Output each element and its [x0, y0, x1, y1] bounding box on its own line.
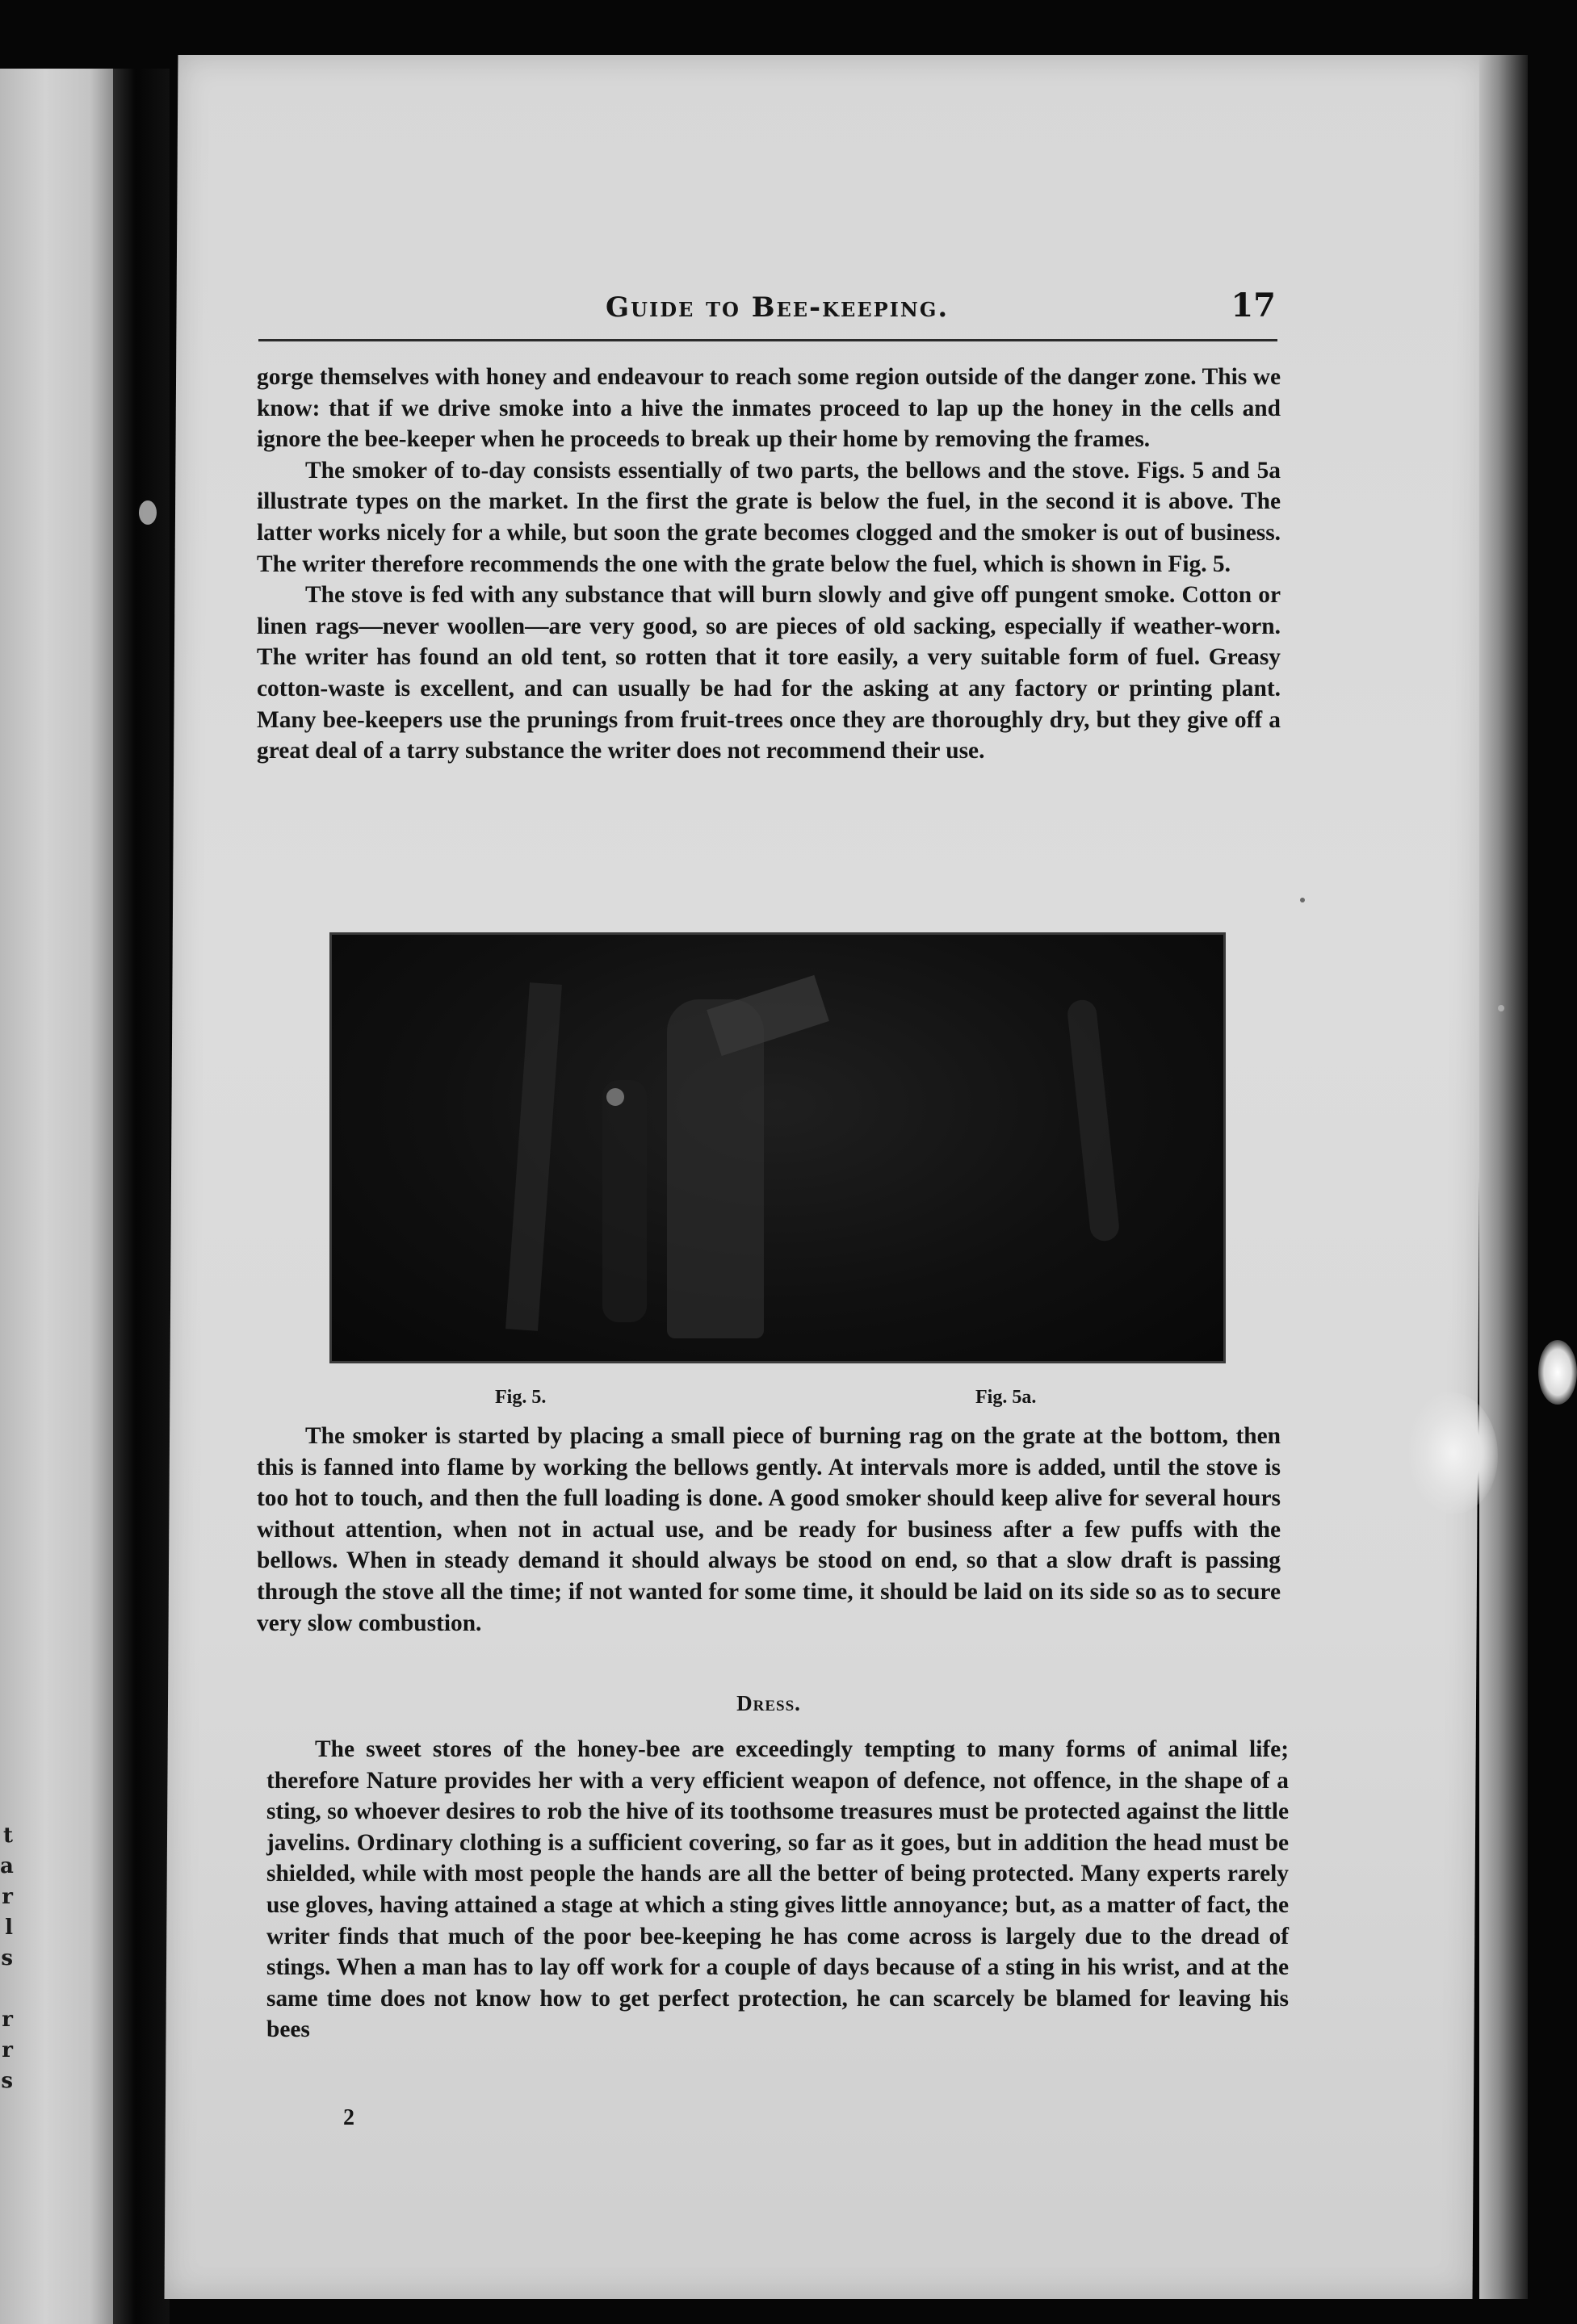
left-letter: s — [1, 2069, 13, 2093]
photo-highlight — [606, 1088, 624, 1106]
paragraph: The stove is fed with any substance that will burn slowly and give off pungent smoke. Cotton or linen rags—never woollen—are very good, so are pieces of old sacking, especially if weather-worn. The writer has found an old tent, so rotten that it tore easily, a very suitable form of fuel. Greasy cotton-waste is excellent, and can usually be had for the asking at any factory or printing plant. Many bee-keepers use the prunings from fruit-trees once they are thoroughly dry, but they give off a great deal of a tarry substance the writer does not recommend their use. — [257, 582, 1281, 764]
caption-fig-5: Fig. 5. — [495, 1387, 547, 1408]
paragraph: The sweet stores of the honey-bee are exceedingly tempting to many forms of animal life; therefore Nature provides her with a very efficient weapon of defence, not offence, in the shape of a sting, so whoever desires to rob the hive of its toothsome treasures must be protected against the little javelins. Ordinary clothing is a sufficient covering, so far as it goes, but in addition the head must be shielded, while with most people the hands are all the better of being protected. Many experts rarely use gloves, having attained a stage at which a sting gives little annoyance; but, as a matter of fact, the writer finds that much of the poor bee-keeping he has come across is largely due to the dread of stings. When a man has to lay off work for a couple of days because of a sting in his wrist, and at the same time does not know how to get perfect protection, he can scarcely be blamed for leaving his bees — [266, 1736, 1289, 2043]
body-text-bottom — [266, 1734, 1289, 2046]
second-smoker-shape — [1066, 999, 1120, 1242]
bellows-shape — [602, 1080, 647, 1322]
smoker-spout-shape — [707, 975, 829, 1056]
paper-speck — [1498, 1005, 1504, 1011]
page-number: 17 — [1231, 287, 1276, 325]
body-text-top — [257, 362, 1281, 767]
left-letter: t — [2, 1824, 13, 1848]
section-heading: Dress. — [736, 1691, 801, 1715]
paragraph: The smoker of to-day consists essentially of two parts, the bellows and the stove. Figs. 5 and 5a illustrate types on the market. In the first the grate is below the fuel, in the second it is above. The latter works nicely for a while, but soon the grate becomes clogged and the smoker is out of business. The writer therefore recommends the one with the grate below the fuel, which is shown in Fig. 5. — [257, 457, 1281, 577]
left-letter: l — [5, 1916, 13, 1940]
paper-speck — [139, 500, 157, 525]
paper-stain — [1538, 1340, 1577, 1405]
smoker-body-shape — [667, 999, 764, 1338]
left-letter: r — [2, 2008, 13, 2032]
caption-fig-5a: Fig. 5a. — [975, 1387, 1037, 1408]
header-rule — [258, 339, 1277, 341]
left-letter — [0, 1974, 13, 2004]
smoker-nozzle-shape — [505, 982, 562, 1331]
signature-mark: 2 — [343, 2105, 354, 2130]
left-page-letters — [0, 1820, 13, 2096]
left-letter: s — [1, 1946, 13, 1970]
book-gutter — [113, 69, 170, 2324]
body-text-middle — [257, 1421, 1281, 1639]
page-right-edge — [1479, 55, 1528, 2299]
paragraph: gorge themselves with honey and endeavour to reach some region outside of the danger zone. This we know: that if we drive smoke into a hive the inmates proceed to lap up the honey in the cells and ignore the bee-keeper when he proceeds to break up their home by removing the frames. — [257, 364, 1281, 453]
left-letter: r — [2, 2038, 13, 2062]
smoker-photograph — [329, 932, 1226, 1363]
figure-captions — [329, 1387, 1221, 1419]
paragraph: The smoker is started by placing a small piece of burning rag on the grate at the bottom, then this is fanned into flame by working the bellows gently. At intervals more is added, until the stove is too hot to touch, and then the full loading is done. A good smoker should keep alive for several hours without attention, when not in actual use, and be ready for business after a few puffs with the bellows. When in steady demand it should always be stood on end, so that a slow draft is passing through the stove all the time; if not wanted for some time, it should be laid on its side so as to secure very slow combustion. — [257, 1423, 1281, 1636]
running-title: Guide to Bee-keeping. — [606, 291, 950, 324]
paper-speck — [1300, 898, 1305, 902]
left-letter: a — [0, 1854, 14, 1878]
running-header — [258, 287, 1276, 335]
left-page-edge — [0, 69, 113, 2324]
left-letter: r — [2, 1885, 13, 1909]
